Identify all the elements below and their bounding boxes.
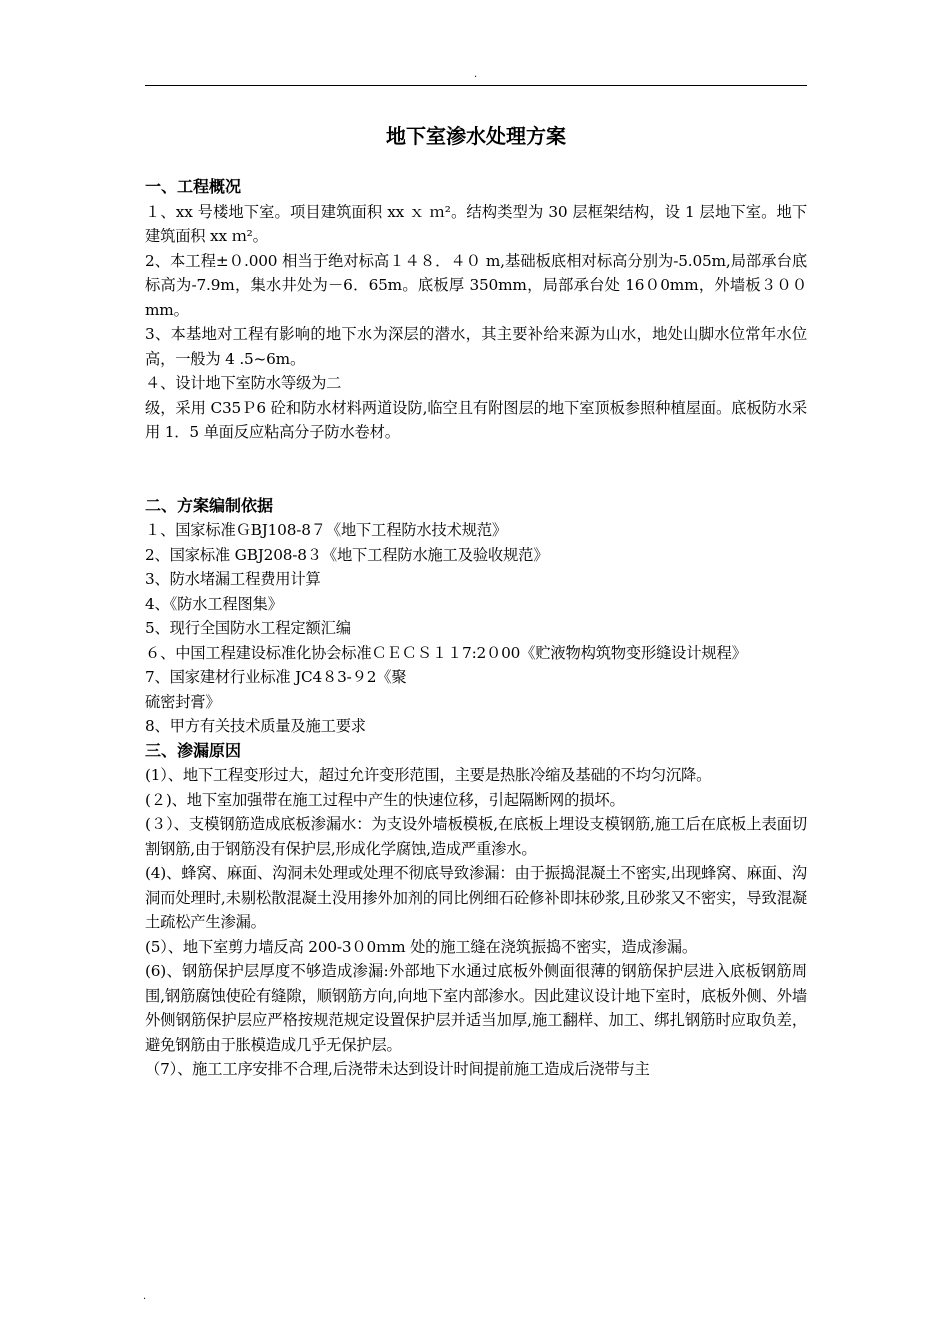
paragraph: 2、本工程±０.000 相当于绝对标高１４８．４０ m,基础板底相对标高分别为-5.05m,局部承台底标高为-7.9m，集水井处为－6．65m。底板厚 350mm，局部承台处 16０0mm，外墙板３００mm。 <box>145 251 807 319</box>
paragraph: 硫密封膏》 <box>145 692 221 711</box>
paragraph: ６、中国工程建设标准化协会标准ＣＥＣＳ１１7:2０00《贮液物构筑物变形缝设计规程》 <box>145 643 747 662</box>
document-body <box>145 121 807 1082</box>
section-heading: 一、工程概况 <box>145 177 242 196</box>
section-heading: 二、方案编制依据 <box>145 495 274 515</box>
section-heading: 三、渗漏原因 <box>145 740 242 760</box>
paragraph: 8、甲方有关技术质量及施工要求 <box>145 717 366 735</box>
paragraph: ４、设计地下室防水等级为二 <box>145 374 342 392</box>
header-rule <box>145 85 807 86</box>
paragraph: (３）、支模钢筋造成底板渗漏水：为支设外墙板模板,在底板上埋设支模钢筋,施工后在底板上表面切割钢筋,由于钢筋没有保护层,形成化学腐蚀,造成严重渗水。 <box>145 815 807 858</box>
section-causes <box>145 739 807 1082</box>
paragraph: (4)、蜂窝、麻面、沟洞未处理或处理不彻底导致渗漏：由于振捣混凝土不密实,出现蜂窝、麻面、沟洞而处理时,未剔松散混凝土没用掺外加剂的同比例细石砼修补即抹砂浆,且砂浆又不密实，导致混凝土疏松产生渗漏。 <box>145 864 807 931</box>
paragraph: 3、防水堵漏工程费用计算 <box>145 570 321 588</box>
paragraph: (6)、钢筋保护层厚度不够造成渗漏:外部地下水通过底板外侧面很薄的钢筋保护层进入底板钢筋周围,钢筋腐蚀使砼有缝隙，顺钢筋方向,向地下室内部渗水。因此建议设计地下室时，底板外侧、外墙外侧钢筋保护层应严格按规范规定设置保护层并适当加厚,施工翻样、加工、绑扎钢筋时应取负差，避免钢筋由于胀模造成几乎无保护层。 <box>145 962 807 1054</box>
paragraph: 3、本基地对工程有影响的地下水为深层的潜水，其主要补给来源为山水，地处山脚水位常年水位高，一般为 4 .5~6m。 <box>145 325 807 368</box>
paragraph: １、国家标准ＧBJ108-8７《地下工程防水技术规范》 <box>145 521 508 539</box>
paragraph: １、xx 号楼地下室。项目建筑面积 xx ｘ ｍ²。结构类型为 30 层框架结构，设 1 层地下室。地下建筑面积 xx ｍ²。 <box>145 202 807 245</box>
paragraph: 7、国家建材行业标准 JC4８3-９2《聚 <box>145 668 407 686</box>
section-overview <box>145 175 807 445</box>
section-basis <box>145 494 807 739</box>
paragraph: (1）、地下工程变形过大，超过允许变形范围，主要是热胀冷缩及基础的不均匀沉降。 <box>145 766 712 784</box>
document-title: 地下室渗水处理方案 <box>386 124 566 148</box>
paragraph: 5、现行全国防水工程定额汇编 <box>145 619 351 637</box>
section-spacer <box>145 445 807 494</box>
paragraph: 4、《防水工程图集》 <box>145 594 283 613</box>
paragraph: 2、国家标准 GBJ208-8３《地下工程防水施工及验收规范》 <box>145 545 549 564</box>
header-dot: . <box>474 69 478 80</box>
paragraph: 级，采用 C35Ｐ6 砼和防水材料两道设防,临空且有附图层的地下室顶板参照种植屋面。底板防水采用 1．5 单面反应粘高分子防水卷材。 <box>145 398 807 441</box>
paragraph: （7）、施工工序安排不合理,后浇带未达到设计时间提前施工造成后浇带与主 <box>145 1060 650 1078</box>
footer-dot: . <box>143 1291 147 1302</box>
paragraph: (２)、地下室加强带在施工过程中产生的快速位移，引起隔断网的损坏。 <box>145 790 625 809</box>
paragraph: (5）、地下室剪力墙反高 200-3０0ｍm 处的施工缝在浇筑振捣不密实，造成渗漏。 <box>145 937 697 956</box>
